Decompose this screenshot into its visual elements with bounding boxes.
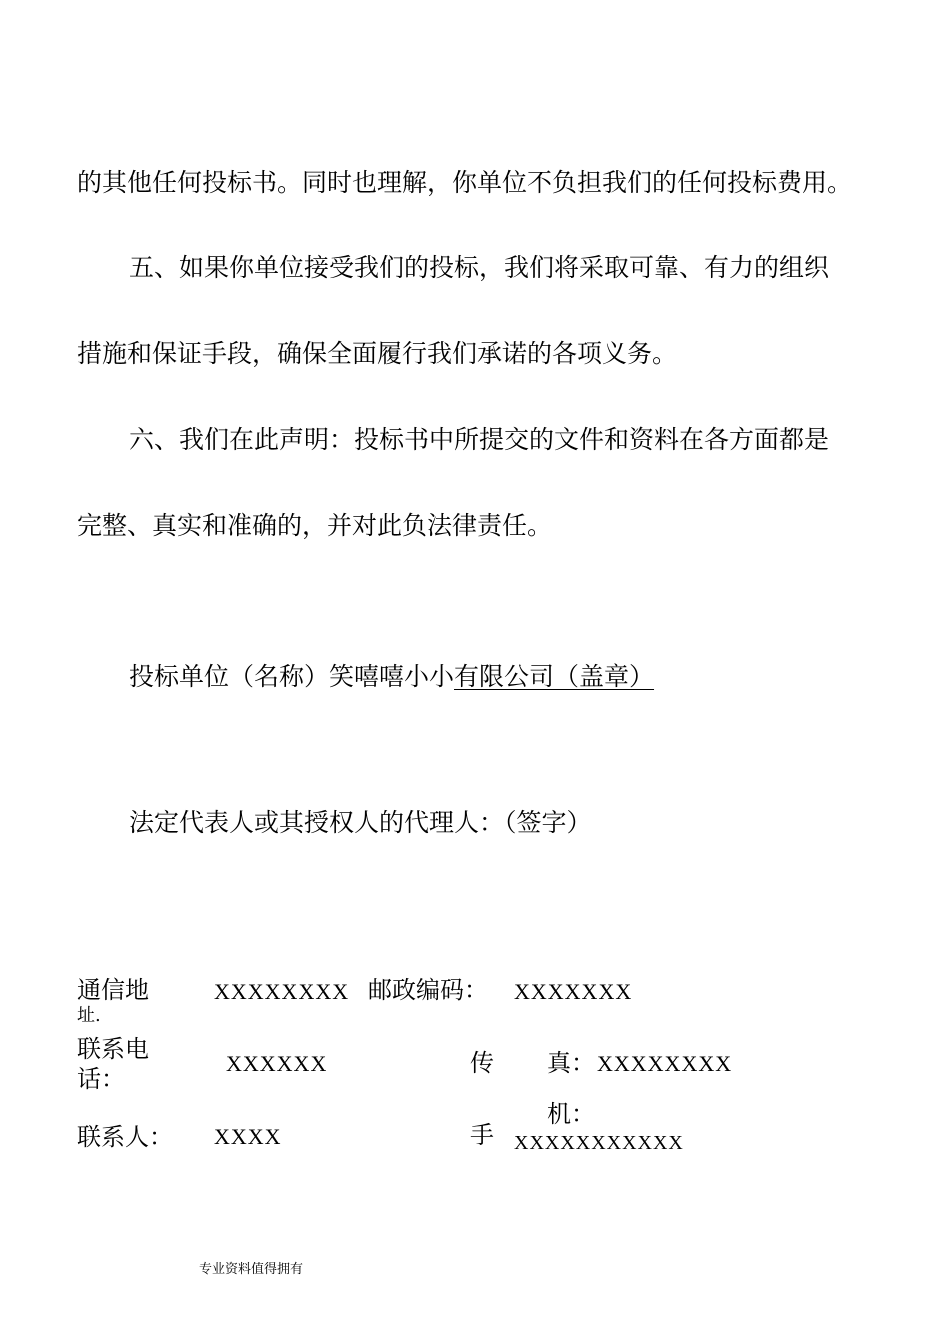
postal-code-label: 邮政编码： xyxy=(368,976,488,1004)
legal-representative-line: 法定代表人或其授权人的代理人：（签字） xyxy=(129,808,592,837)
address-label-tail: 址. xyxy=(77,1005,101,1026)
fax-label-a: 传 xyxy=(470,1049,494,1077)
paragraph-line-3: 措施和保证手段，确保全面履行我们承诺的各项义务。 xyxy=(77,339,678,368)
page-footer: 专业资料值得拥有 xyxy=(199,1262,304,1277)
mobile-label-a: 手 xyxy=(470,1121,494,1149)
bidder-company-underlined: 有限公司（盖章） xyxy=(454,662,655,691)
contact-person-value: XXXX xyxy=(214,1124,282,1149)
address-value: XXXXXXXX xyxy=(214,979,350,1004)
address-label: 通信地 xyxy=(77,976,149,1004)
postal-code-value: XXXXXXX xyxy=(514,979,633,1004)
phone-value: XXXXXX xyxy=(226,1051,328,1076)
paragraph-line-4: 六、我们在此声明：投标书中所提交的文件和资料在各方面都是 xyxy=(129,425,830,454)
paragraph-line-2: 五、如果你单位接受我们的投标，我们将采取可靠、有力的组织 xyxy=(129,253,830,282)
phone-label: 联系电 xyxy=(77,1035,149,1063)
contact-person-label: 联系人： xyxy=(77,1123,173,1151)
mobile-value: XXXXXXXXXXX xyxy=(514,1132,684,1154)
fax-value: XXXXXXXX xyxy=(597,1051,733,1076)
paragraph-line-1: 的其他任何投标书。同时也理解，你单位不负担我们的任何投标费用。 xyxy=(77,168,853,197)
bidder-company-prefix: 投标单位（名称）笑嘻嘻小小 xyxy=(129,662,455,691)
mobile-label-b: 机： xyxy=(547,1100,595,1128)
phone-label-tail: 话： xyxy=(77,1065,125,1093)
bidder-company-line xyxy=(129,662,654,692)
paragraph-line-5: 完整、真实和准确的，并对此负法律责任。 xyxy=(77,511,553,540)
fax-label-b: 真： xyxy=(547,1049,595,1077)
